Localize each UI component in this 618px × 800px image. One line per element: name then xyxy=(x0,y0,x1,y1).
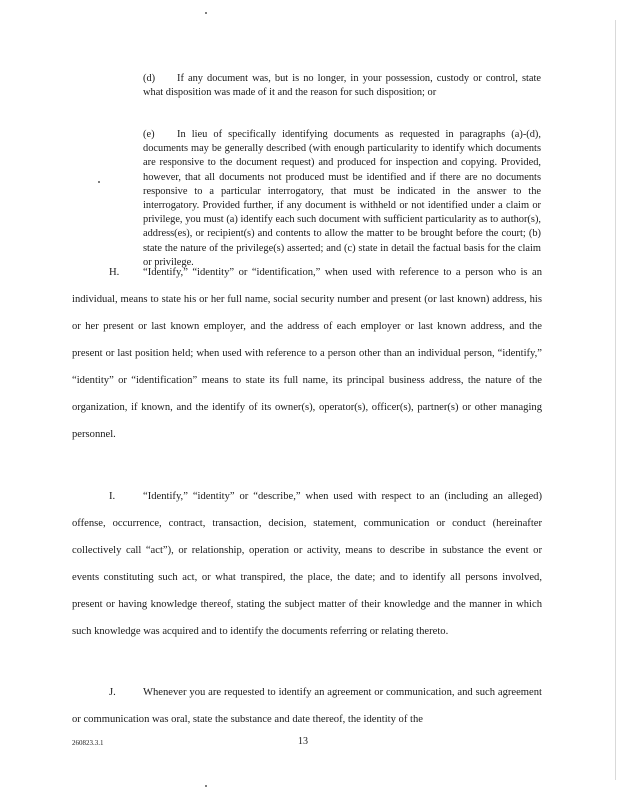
paragraph-j xyxy=(72,679,542,733)
subparagraph-d-text: If any document was, but is no longer, in your possession, custody or control, state what disposition was made of it and the reason for such disposition; or xyxy=(143,73,541,99)
paragraph-j-label: J. xyxy=(109,687,116,698)
subparagraph-e xyxy=(143,128,541,270)
scan-edge-line xyxy=(615,20,616,780)
subparagraph-d xyxy=(143,72,541,100)
paragraph-i-text: “Identify,” “identity” or “describe,” when used with respect to an (including an alleged) offense, occurrence, contract, transaction, decision, statement, communication or conduct (hereinafter collectively call “act”), or relationship, operation or activity, means to describe in substance the event or events constituting such act, or what transpired, the place, the date; and to identify all persons involved, present or having knowledge thereof, stating the subject matter of their knowledge and the manner in which such knowledge was acquired and to identify the documents referring or relating thereto. xyxy=(72,491,542,637)
paragraph-i-label: I. xyxy=(109,491,116,502)
paragraph-i xyxy=(72,483,542,645)
paragraph-h-label: H. xyxy=(109,267,120,278)
paragraph-h-text: “Identify,” “identity” or “identification,” when used with reference to a person who is an individual, means to state his or her full name, social security number and present (or last known) address, his or her present or last known employer, and the address of each employer or last known address, and the present or last position held; when used with reference to a person other than an individual person, “identify,” “identity” or “identification” means to state its full name, its principal business address, the nature of the organization, if known, and the identify of its owner(s), operator(s), officer(s), partner(s) or other managing personnel. xyxy=(72,267,542,440)
scan-speck xyxy=(205,12,207,14)
paragraph-j-text: Whenever you are requested to identify an agreement or communication, and such agreement or communication was oral, state the substance and date thereof, the identity of the xyxy=(72,687,542,725)
paragraph-h xyxy=(72,259,542,448)
scan-speck xyxy=(98,181,100,183)
scan-speck xyxy=(205,785,207,787)
footer-document-id: 260823.3.1 xyxy=(72,739,104,747)
subparagraph-d-label: (d) xyxy=(143,73,156,84)
subparagraph-e-label: (e) xyxy=(143,129,155,140)
footer-page-number: 13 xyxy=(298,736,308,747)
subparagraph-e-text: In lieu of specifically identifying documents as requested in paragraphs (a)-(d), documents may be generally described (with enough particularity to identify which documents are responsive to the document request) and produced for inspection and copying. Provided, however, that all documents not produced must be identified and if there are no documents responsive to a particular interrogatory, that must be indicated in the answer to the interrogatory. Provided further, if any document is withheld or not identified under a claim or privilege, you must (a) identify each such document with sufficient particularity as to author(s), address(es), or recipient(s) and contents to allow the matter to be brought before the court; (b) state the nature of the privilege(s) asserted; and (c) state in detail the factual basis for the claim or privilege. xyxy=(143,129,541,268)
